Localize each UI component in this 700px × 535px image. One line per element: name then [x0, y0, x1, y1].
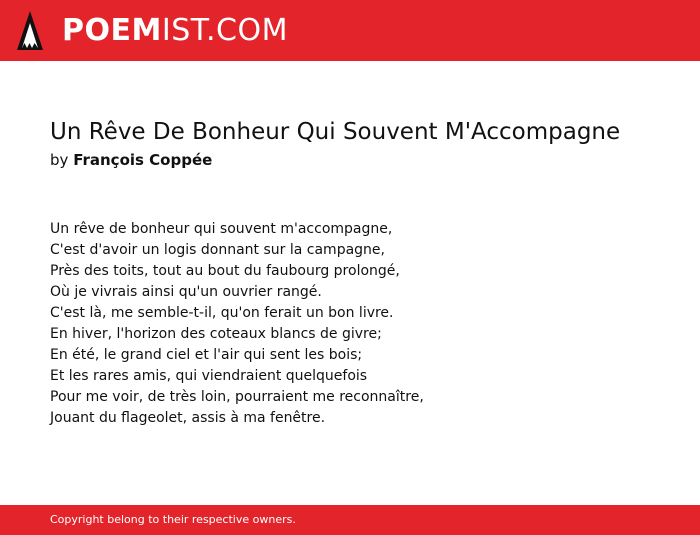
site-header — [0, 0, 700, 61]
author-name[interactable]: François Coppée — [73, 151, 213, 169]
pen-nib-icon[interactable] — [16, 10, 44, 52]
poem-body — [50, 219, 424, 429]
poem-line: Où je vivrais ainsi qu'un ouvrier rangé. — [50, 284, 322, 300]
poem-line: Et les rares amis, qui viendraient quelquefois — [50, 368, 368, 384]
site-logo-text[interactable] — [62, 11, 288, 51]
brand-bold: POEM — [62, 13, 162, 48]
poem-line: En été, le grand ciel et l'air qui sent les bois; — [50, 347, 363, 363]
copyright-text: Copyright belong to their respective owners. — [50, 513, 296, 526]
poem-line: Pour me voir, de très loin, pourraient me reconnaître, — [50, 389, 424, 405]
poem-line: Jouant du flageolet, assis à ma fenêtre. — [50, 410, 326, 426]
poem-line: Un rêve de bonheur qui souvent m'accompagne, — [50, 221, 393, 237]
poem-line: C'est là, me semble-t-il, qu'on ferait un bon livre. — [50, 305, 394, 321]
poem-line: C'est d'avoir un logis donnant sur la campagne, — [50, 242, 385, 258]
brand-light: IST.COM — [161, 13, 288, 48]
poem-line: En hiver, l'horizon des coteaux blancs de givre; — [50, 326, 382, 342]
by-label: by — [50, 151, 69, 169]
byline — [50, 150, 212, 170]
site-footer — [0, 505, 700, 535]
poem-line: Près des toits, tout au bout du faubourg prolongé, — [50, 263, 400, 279]
poem-title: Un Rêve De Bonheur Qui Souvent M'Accompagne — [50, 119, 621, 145]
